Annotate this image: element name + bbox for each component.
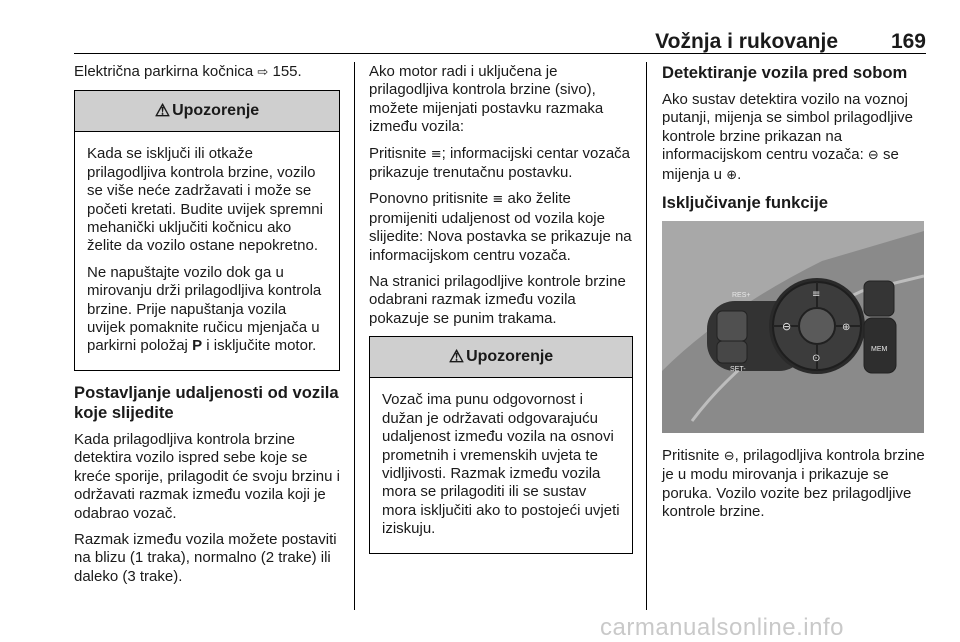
section-title: Vožnja i rukovanje: [655, 30, 838, 53]
following-distance-icon: ≡: [812, 289, 821, 301]
body-paragraph: Na stranici prilagodljive kontrole brzine odabrani razmak između vozila pokazuje se punim trakama.: [369, 273, 626, 327]
body-paragraph: Kada prilagodljiva kontrola brzine detektira vozilo ispred sebe koje se kreće sporije, prilagodit će svoju brzinu i održavati razmak između vozila koji je odabrao vozač.: [74, 430, 340, 522]
warning-triangle-icon: ⚠: [154, 101, 171, 121]
section-heading: Detektiranje vozila pred sobom: [662, 63, 908, 82]
set-label: SET-: [730, 366, 746, 374]
adaptive-cruise-vehicle-detected-icon: ⊕: [726, 167, 738, 183]
warning-triangle-icon: ⚠: [448, 347, 465, 367]
adaptive-cruise-control-icon: ⊖: [782, 320, 792, 334]
speed-limiter-icon: ⊙: [812, 353, 821, 365]
body-paragraph: Ako motor radi i uključena je prilagodljiva kontrola brzine (sivo), možete mijenjati postavku razmaka između vozila:: [369, 63, 604, 136]
section-heading: Postavljanje udaljenosti od vozila koje slijedite: [74, 382, 339, 422]
res-label: RES+: [732, 292, 751, 300]
following-distance-icon: ≡: [492, 192, 504, 208]
page-number: 169: [890, 30, 926, 53]
warning-box: [369, 336, 633, 553]
body-paragraph: Ponovno pritisnite ≡ ako želite promijeniti udaljenost od vozila koje slijedite: Nova postavka se prikazuje na informacijskom centru vozača.: [369, 190, 632, 264]
right-arrow-reference-icon: ⇨: [257, 65, 269, 80]
warning-header: ⚠ Upozorenje: [370, 337, 632, 378]
intro-paragraph: Električna parkirna kočnica ⇨ 155.: [74, 63, 302, 80]
column-divider: [354, 62, 355, 610]
following-distance-icon: ≡: [430, 146, 442, 162]
column-divider: [646, 62, 647, 610]
adaptive-cruise-control-icon: ⊖: [723, 449, 735, 465]
mem-label: MEM: [871, 346, 888, 354]
page-header: [74, 30, 926, 54]
column-right: [662, 63, 926, 530]
warning-paragraph: Kada se isključi ili otkaže prilagodljiva kontrola brzine, vozilo se više neće zadržavati i može se početi kretati. Budite uvijek spremni mehanički uključiti kočnicu ako želite da vozilo ostane nepokretno.: [87, 145, 323, 255]
watermark: carmanualsonline.info: [600, 614, 844, 641]
section-heading: Isključivanje funkcije: [662, 193, 829, 213]
body-paragraph: Pritisnite ≡; informacijski centar vozača prikazuje trenutačnu postavku.: [369, 144, 631, 182]
warning-header: ⚠ Upozorenje: [75, 91, 339, 132]
adaptive-cruise-control-icon: ⊖: [867, 148, 879, 164]
lane-assist-icon: ⊕: [842, 322, 851, 334]
warning-paragraph: Vozač ima punu odgovornost i dužan je održavati odgovarajuću udaljenost između vozila na osnovi prometnih i vremenskih uvjeta te vidljivosti. Razmak između vozila mora se prilagoditi ili se sustav mora isključiti ako to postojeći uvjeti iziskuju.: [382, 391, 620, 538]
page-reference-link[interactable]: 155.: [272, 63, 302, 80]
body-paragraph: Razmak između vozila možete postaviti na blizu (1 traka), normalno (2 trake) ili daleko (3 trake).: [74, 530, 337, 585]
column-middle: [369, 63, 633, 566]
steering-wheel-controls-image: [662, 221, 924, 433]
header-rule: [74, 53, 926, 54]
warning-paragraph: Ne napuštajte vozilo dok ga u mirovanju drži prilagodljiva kontrola brzine. Prije napuštanja vozila uvijek pomaknite ručicu mjenjača u parkirni položaj P i isključite motor.: [87, 263, 322, 355]
warning-box: [74, 90, 340, 370]
body-paragraph: Ako sustav detektira vozilo na voznoj putanji, mijenja se simbol prilagodljive kontrole brzine prikazan na informacijskom centru vozača: ⊖ se mijenja u ⊕.: [662, 91, 913, 183]
body-paragraph: Pritisnite ⊖, prilagodljiva kontrola brzine je u modu mirovanja i prikazuje se poruka. Vozilo vozite bez prilagodljive kontrole brzine.: [662, 447, 925, 521]
column-left: [74, 63, 340, 594]
